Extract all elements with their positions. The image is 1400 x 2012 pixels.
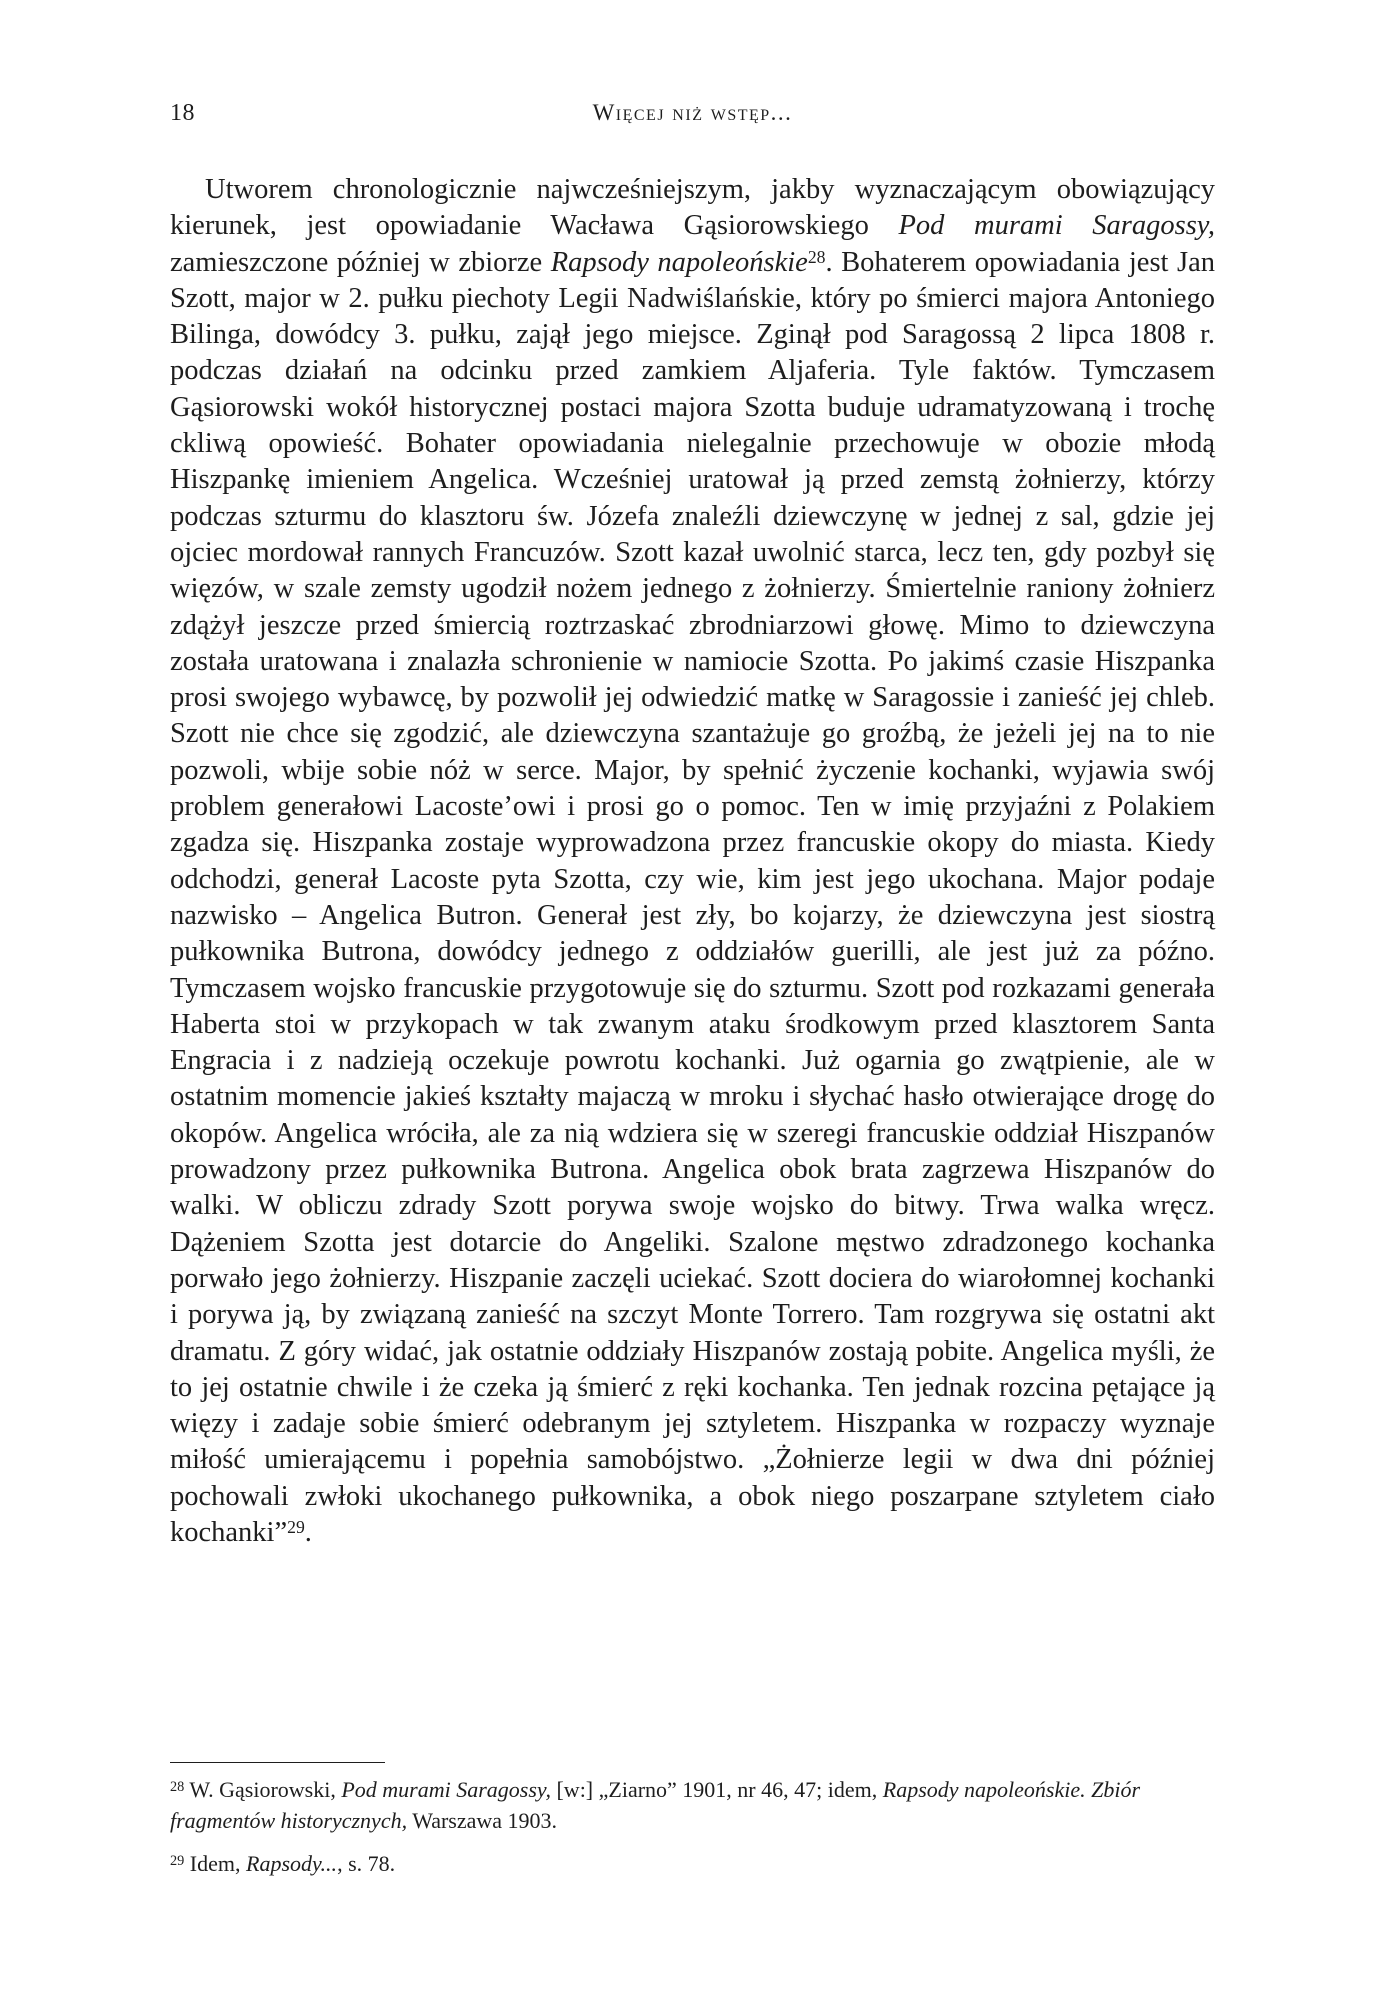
footnote-marker: 28 [170, 1778, 185, 1795]
work-title: Pod murami Saragossy, [898, 210, 1216, 242]
page-number: 18 [170, 100, 195, 126]
running-title: Więcej niż wstęp... [592, 100, 793, 125]
footnote-title: Pod murami Saragossy, [341, 1777, 551, 1802]
footnote-reference-28[interactable]: 28 [807, 246, 826, 267]
footnote-title: Rapsody napoleońskie. Zbiór fragmentów historycznych, [170, 1777, 1141, 1833]
body-text-segment: . [304, 1516, 312, 1548]
running-head [170, 100, 1215, 140]
body-text-segment: . Bohaterem opowiadania jest Jan Szott, major w 2. pułku piechoty Legii Nadwiślańskie, który po śmierci majora Antoniego Bilinga, dowódcy 3. pułku, zajął jego miejsce. Zginął pod Saragossą 2 lipca 1808 r. podczas działań na odcinku przed zamkiem Aljaferia. Tyle faktów. Tymczasem Gąsiorowski wokół historycznej postaci majora Szotta buduje udramatyzowaną i trochę ckliwą opowieść. Bohater opowiadania nielegalnie przechowuje w obozie młodą Hiszpankę imieniem Angelica. Wcześniej uratował ją przed zemstą żołnierzy, którzy podczas szturmu do klasztoru św. Józefa znaleźli dziewczynę w jednej z sal, gdzie jej ojciec mordował rannych Francuzów. Szott kazał uwolnić starca, lecz ten, gdy pozbył się więzów, w szale zemsty ugodził nożem jednego z żołnierzy. Śmiertelnie raniony żołnierz zdążył jeszcze przed śmiercią roztrzaskać zbrodniarzowi głowę. Mimo to dziewczyna została uratowana i znalazła schronienie w namiocie Szotta. Po jakimś czasie Hiszpanka prosi swojego wybawcę, by pozwolił jej odwiedzić matkę w Saragossie i zanieść jej chleb. Szott nie chce się zgodzić, ale dziewczyna szantażuje go groźbą, że jeżeli jej na to nie pozwoli, wbije sobie nóż w serce. Major, by spełnić życzenie kochanki, wyjawia swój problem generałowi Lacoste’owi i prosi go o pomoc. Ten w imię przyjaźni z Polakiem zgadza się. Hiszpanka zostaje wyprowadzona przez francuskie okopy do miasta. Kiedy odchodzi, generał Lacoste pyta Szotta, czy wie, kim jest jego ukochana. Major podaje nazwisko – Angelica Butron. Generał jest zły, bo kojarzy, że dziewczyna jest siostrą pułkownika Butrona, dowódcy jednego z oddziałów guerilli, ale jest już za późno. Tymczasem wojsko francuskie przygotowuje się do szturmu. Szott pod rozkazami generała Haberta stoi w przykopach w tak zwanym ataku środkowym przed klasztorem Santa Engracia i z nadzieją oczekuje powrotu kochanki. Już ogarnia go zwątpienie, ale w ostatnim momencie jakieś kształty majaczą w mroku i słychać hasło otwierające drogę do okopów. Angelica wróciła, ale za nią wdziera się w szeregi francuskie oddział Hiszpanów prowadzony przez pułkownika Butrona. Angelica obok brata zagrzewa Hiszpanów do walki. W obliczu zdrady Szott porywa swoje wojsko do bitwy. Trwa walka wręcz. Dążeniem Szotta jest dotarcie do Angeliki. Szalone męstwo zdradzonego kochanka porwało jego żołnierzy. Hiszpanie zaczęli uciekać. Szott dociera do wiarołomnej kochanki i porywa ją, by związaną zanieść na szczyt Monte Torrero. Tam rozgrywa się ostatni akt dramatu. Z góry widać, jak ostatnie oddziały Hiszpanów zostają pobite. Angelica myśli, że to jej ostatnie chwile i że czeka ją śmierć z ręki kochanka. Ten jednak rozcina pętające ją więzy i zadaje sobie śmierć odebranym jej sztyletem. Hiszpanka w rozpaczy wyznaje miłość umierającemu i popełnia samobójstwo. „Żołnierze legii w dwa dni później pochowali zwłoki ukochanego pułkownika, a obok niego poszarpane sztyletem ciało kochanki” [170, 246, 1215, 1548]
footnote-text: W. Gąsiorowski, [184, 1777, 342, 1802]
footnotes [170, 1774, 1215, 1891]
footnote-marker: 29 [170, 1852, 185, 1869]
footnote-reference-29[interactable]: 29 [287, 1517, 305, 1538]
work-title: Rapsody napoleońskie [550, 246, 808, 278]
footnote-text: Idem, [184, 1851, 246, 1876]
footnote-text: , s. 78. [337, 1851, 396, 1876]
footnote-title: Rapsody... [246, 1851, 338, 1876]
footnote-28 [170, 1774, 1215, 1836]
body-paragraph [170, 172, 1215, 1551]
footnote-text: [w:] „Ziarno” 1901, nr 46, 47; idem, [550, 1777, 883, 1802]
footnote-text: Warszawa 1903. [407, 1808, 558, 1833]
body-text-segment: Utworem chronologicznie najwcześniejszym, jakby wyznaczającym obowiązujący kierunek, jest opowiadanie Wacława Gąsiorowskiego [170, 174, 1215, 242]
footnote-29 [170, 1848, 1215, 1879]
footnote-divider [170, 1762, 385, 1763]
body-text-segment: zamieszczone później w zbiorze [170, 246, 551, 278]
